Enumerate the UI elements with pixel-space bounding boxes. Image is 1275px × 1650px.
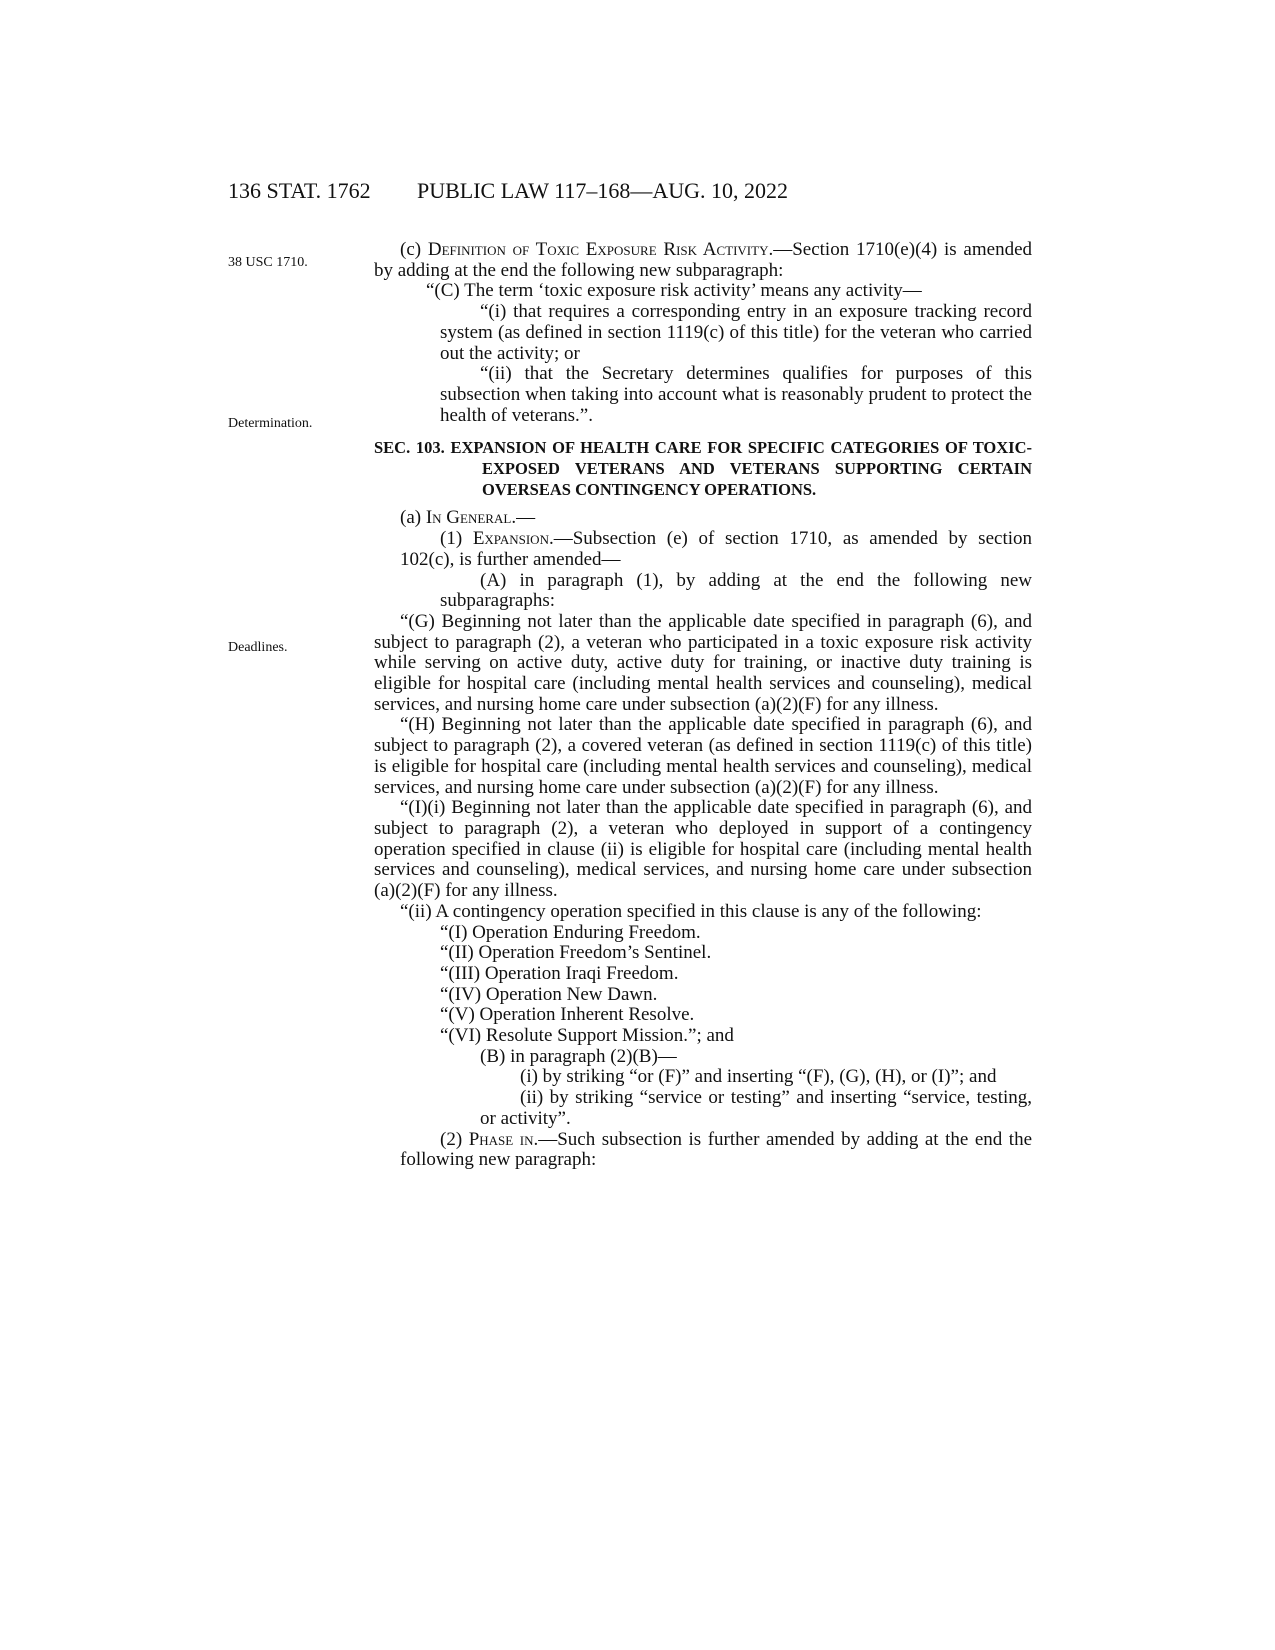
margin-note-usc: 38 USC 1710. (228, 255, 308, 270)
paragraph-a1: (1) Expansion.—Subsection (e) of section 1710, as amended by section 102(c), is further amended— (400, 528, 1033, 570)
subparagraph-A: (A) in paragraph (1), by adding at the end the following new subparagraphs: (440, 569, 1032, 612)
list-item: “(IV) Operation New Dawn. (440, 983, 658, 1005)
subsection-a-heading: (a) In General.— (400, 507, 536, 529)
list-item: “(I) Operation Enduring Freedom. (440, 921, 701, 943)
clause-i: “(i) that requires a corresponding entry in an exposure tracking record system (as defined in section 1119(c) of this title) for the veteran who carried out the activity; or (440, 301, 1032, 364)
section-103-heading: SEC. 103. EXPANSION OF HEALTH CARE FOR SPECIFIC CATEGORIES OF TOXIC-EXPOSED VETERANS AND VETERANS SUPPORTING CERTAIN OVERSEAS CONTINGENCY OPERATIONS. (374, 438, 1032, 499)
subsection-c-heading: Definition of Toxic Exposure Risk Activity (427, 239, 769, 260)
subparagraph-B: (B) in paragraph (2)(B)— (480, 1045, 677, 1067)
margin-note-determination: Determination. (228, 416, 313, 431)
list-item: “(III) Operation Iraqi Freedom. (440, 962, 679, 984)
paragraph-a2: (2) Phase in.—Such subsection is further amended by adding at the end the following new paragraph: (400, 1128, 1033, 1171)
list-item: “(VI) Resolute Support Mission.”; and (440, 1025, 734, 1047)
clause-B-ii: (ii) by striking “service or testing” and inserting “service, testing, or activity”. (480, 1087, 1032, 1129)
subsection-c: (c) Definition of Toxic Exposure Risk Activity.—Section 1710(e)(4) is amended by adding at the end the following new subparagraph: (374, 239, 1033, 281)
page-header (0, 178, 1275, 210)
list-item: “(V) Operation Inherent Resolve. (440, 1004, 695, 1026)
subparagraph-H: “(H) Beginning not later than the applicable date specified in paragraph (6), and subject to paragraph (2), a covered veteran (as defined in section 1119(c) of this title) is eligible for hospital care (including mental health services and counseling), medical services, and nursing home care under subsection (a)(2)(F) for any illness. (374, 714, 1032, 798)
subparagraph-I-clause-i: “(I)(i) Beginning not later than the applicable date specified in paragraph (6), and subject to paragraph (2), a veteran who deployed in support of a contingency operation specified in clause (ii) is eligible for hospital care (including mental health services and counseling), medical services, and nursing home care under subsection (a)(2)(F) for any illness. (374, 797, 1032, 902)
subparagraph-C: “(C) The term ‘toxic exposure risk activity’ means any activity— (426, 280, 922, 302)
subparagraph-G: “(G) Beginning not later than the applicable date specified in paragraph (6), and subject to paragraph (2), a veteran who participated in a toxic exposure risk activity while serving on active duty, active duty for training, or inactive duty training is eligible for hospital care (including mental health services and counseling), medical services, and nursing home care under subsection (a)(2)(F) for any illness. (374, 610, 1032, 715)
document-body (374, 240, 1032, 1171)
stat-page-reference: 136 STAT. 1762 (228, 178, 371, 203)
public-law-title: PUBLIC LAW 117–168—AUG. 10, 2022 (417, 178, 789, 203)
list-item: “(II) Operation Freedom’s Sentinel. (440, 942, 712, 964)
clause-ii: “(ii) that the Secretary determines qualifies for purposes of this subsection when taking into account what is reasonably prudent to protect the health of veterans.”. (440, 363, 1032, 426)
margin-note-deadlines: Deadlines. (228, 640, 288, 655)
subparagraph-I-clause-ii: “(ii) A contingency operation specified in this clause is any of the following: (400, 900, 982, 922)
clause-B-i: (i) by striking “or (F)” and inserting “(F), (G), (H), or (I)”; and (520, 1066, 997, 1088)
